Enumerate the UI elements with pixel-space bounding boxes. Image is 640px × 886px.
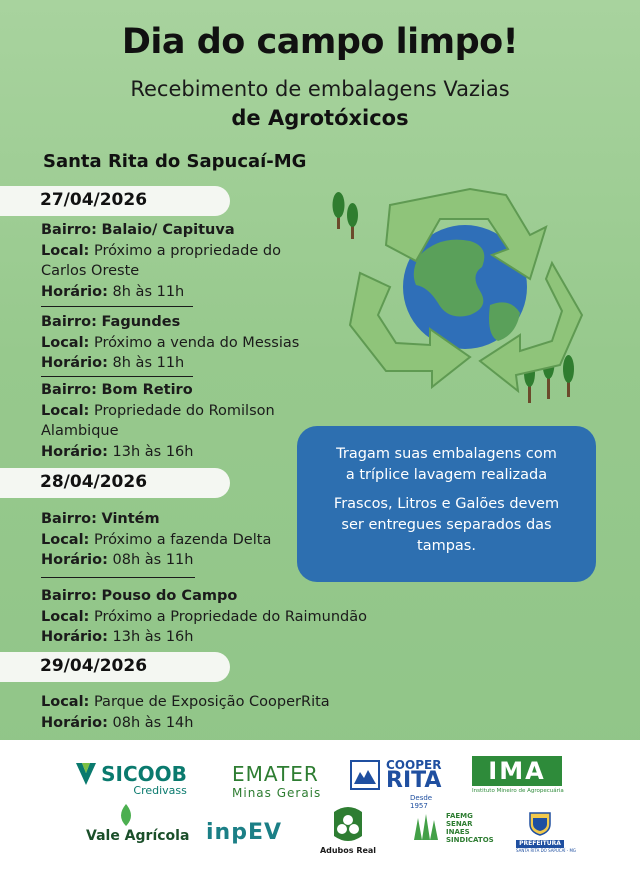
recycle-earth-icon — [320, 175, 620, 420]
bairro-value: Pouso do Campo — [101, 588, 238, 604]
event-block — [41, 692, 330, 733]
local-label: Local: — [41, 608, 90, 625]
leaf-icon — [114, 804, 138, 826]
event-block — [41, 220, 281, 302]
info-line: Frascos, Litros e Galões devem — [333, 496, 560, 512]
date-label: 27/04/2026 — [40, 190, 148, 210]
event-block — [41, 380, 275, 462]
ima-name: IMA — [472, 756, 562, 786]
local-value: Próximo a Propriedade do Raimundão — [93, 608, 367, 625]
bairro-label: Bairro: — [41, 588, 97, 604]
horario-label: Horário: — [41, 629, 108, 645]
emater-logo — [232, 762, 321, 800]
info-line: tampas. — [417, 538, 476, 554]
date-label: 28/04/2026 — [40, 472, 148, 492]
vale-name: Vale Agrícola — [86, 828, 190, 844]
city-name: Santa Rita do Sapucaí-MG — [43, 151, 307, 172]
divider — [41, 376, 193, 377]
horario-value: 13h às 16h — [112, 629, 194, 645]
ima-sub: Instituto Mineiro de Agropecuária — [472, 788, 564, 794]
horario-label: Horário: — [41, 443, 108, 460]
horario-label: Horário: — [41, 552, 108, 568]
sicoob-name: SICOOB — [101, 762, 187, 786]
date-label: 29/04/2026 — [40, 656, 148, 676]
bairro-label: Bairro: — [41, 382, 97, 398]
sicoob-icon — [76, 763, 96, 785]
local-value: Próximo a propriedade do — [93, 242, 281, 259]
local-value: Propriedade do Romilson — [93, 402, 275, 419]
page-title: Dia do campo limpo! — [121, 22, 519, 62]
inpev-logo — [206, 820, 282, 845]
horario-value: 13h às 16h — [112, 443, 194, 460]
local-value: Próximo a venda do Messias — [93, 334, 300, 351]
local-value: Parque de Exposição CooperRita — [93, 694, 330, 710]
horario-value: 08h às 11h — [112, 552, 194, 568]
bairro-value: Balaio/ Capituva — [101, 222, 235, 238]
adubos-icon — [330, 806, 366, 842]
local-label: Local: — [41, 242, 90, 259]
ima-logo — [472, 756, 562, 794]
cooperrita-logo — [350, 758, 450, 810]
info-line: Tragam suas embalagens com — [336, 446, 557, 462]
info-line: ser entregues separados das — [341, 517, 552, 533]
local-value-cont: Carlos Oreste — [41, 263, 140, 279]
horario-value: 08h às 14h — [112, 714, 194, 731]
subtitle: Recebimento de embalagens Vazias — [130, 77, 510, 101]
horario-value: 8h às 11h — [112, 355, 185, 371]
faemg-icon — [412, 812, 442, 842]
bairro-value: Vintém — [101, 511, 160, 527]
emater-name: EMATER — [232, 762, 319, 786]
bairro-label: Bairro: — [41, 222, 97, 238]
faemg-line: SINDICATOS — [446, 836, 494, 844]
adubos-real-logo — [318, 806, 378, 855]
horario-label: Horário: — [41, 283, 108, 300]
faemg-line: FAEMG — [446, 812, 473, 820]
info-box — [297, 426, 596, 582]
bairro-label: Bairro: — [41, 511, 97, 527]
date-pill — [0, 186, 230, 216]
sponsors-bar — [0, 740, 640, 886]
event-block — [41, 509, 271, 571]
local-label: Local: — [41, 334, 90, 351]
local-value-cont: Alambique — [41, 423, 119, 439]
local-label: Local: — [41, 694, 90, 710]
cooperrita-name: RITA — [386, 768, 442, 793]
horario-label: Horário: — [41, 714, 108, 731]
emater-sub: Minas Gerais — [232, 786, 322, 800]
faemg-line: INAES — [446, 828, 470, 836]
prefeitura-name: PREFEITURA — [516, 840, 564, 848]
date-pill — [0, 652, 230, 682]
cooperrita-sub: Desde 1957 — [410, 794, 433, 810]
bairro-value: Bom Retiro — [101, 382, 193, 398]
subtitle-bold: de Agrotóxicos — [231, 106, 409, 130]
tree-icon — [333, 192, 359, 239]
local-label: Local: — [41, 531, 90, 548]
inpev-name: inpEV — [206, 820, 283, 845]
horario-label: Horário: — [41, 355, 108, 371]
cooperrita-icon — [350, 760, 380, 790]
divider — [41, 577, 195, 578]
bairro-label: Bairro: — [41, 314, 97, 330]
vale-agricola-logo — [86, 808, 189, 844]
cooperrita-top: COOPER — [386, 758, 442, 772]
divider — [41, 306, 193, 307]
sicoob-logo — [76, 762, 187, 797]
event-block — [41, 312, 299, 374]
bairro-value: Fagundes — [101, 314, 181, 330]
date-pill — [0, 468, 230, 498]
local-value: Próximo a fazenda Delta — [93, 531, 272, 548]
local-label: Local: — [41, 402, 90, 419]
prefeitura-sub: SANTA RITA DO SAPUCAÍ - MG — [516, 848, 577, 853]
prefeitura-logo — [516, 810, 577, 853]
sicoob-sub: Credivass — [133, 784, 187, 797]
faemg-line: SENAR — [446, 820, 473, 828]
adubos-name: Adubos Real — [319, 846, 377, 855]
info-line: a tríplice lavagem realizada — [345, 467, 548, 483]
coat-of-arms-icon — [527, 810, 553, 836]
horario-value: 8h às 11h — [112, 283, 185, 300]
event-block — [41, 586, 367, 648]
